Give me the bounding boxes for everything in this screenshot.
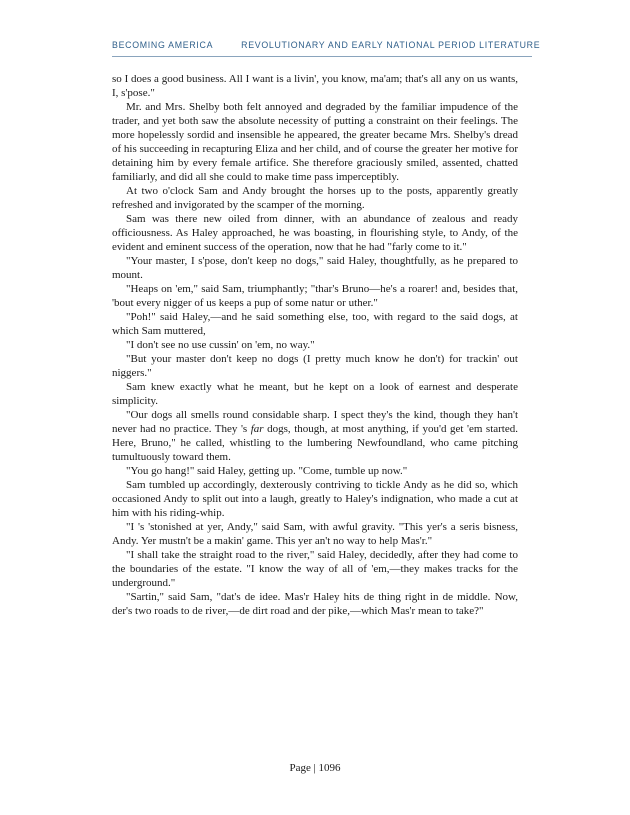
paragraph: Mr. and Mrs. Shelby both felt annoyed and degraded by the familiar impudence of the trader, and yet both saw the absolute necessity of putting a constraint on their feelings. The more hopelessly sordid and insensible he appeared, the greater became Mrs. Shelby's dread of his succeeding in recapturing Eliza and her child, and of course the greater her motive for detaining him by every female artifice. She therefore graciously smiled, assented, chatted familiarly, and did all she could to make time pass imperceptibly. bbox=[112, 101, 518, 183]
paragraph: "Your master, I s'pose, don't keep no dogs," said Haley, thoughtfully, as he prepared to mount. bbox=[112, 255, 518, 281]
paragraph: "I shall take the straight road to the river," said Haley, decidedly, after they had come to the boundaries of the estate. "I know the way of all of 'em,—they makes tracks for the underground." bbox=[112, 549, 518, 589]
paragraph: At two o'clock Sam and Andy brought the horses up to the posts, apparently greatly refreshed and invigorated by the scamper of the morning. bbox=[112, 185, 518, 211]
paragraph bbox=[112, 408, 518, 464]
paragraph-text: dogs, though, at most anything, if you'd get 'em started. Here, Bruno," he called, whistling to the lumbering Newfoundland, who came pitching tumultuously toward them. bbox=[112, 423, 518, 463]
paragraph: Sam was there new oiled from dinner, with an abundance of zealous and ready officiousness. As Haley approached, he was boasting, in flourishing style, to Andy, of the evident and eminent success of the operation, now that he had "farly come to it." bbox=[112, 213, 518, 253]
paragraph-text: "Our dogs all smells round considable sharp. I spect they's the kind, though they han't never had no practice. They 's bbox=[112, 409, 518, 435]
page-body bbox=[112, 72, 518, 618]
paragraph: "I 's 'stonished at yer, Andy," said Sam, with awful gravity. "This yer's a seris bisness, Andy. Yer mustn't be a makin' game. This yer an't no way to help Mas'r." bbox=[112, 521, 518, 547]
paragraph: "You go hang!" said Haley, getting up. "Come, tumble up now." bbox=[126, 465, 408, 477]
page-number: Page | 1096 bbox=[289, 762, 341, 774]
header-section-title: REVOLUTIONARY AND EARLY NATIONAL PERIOD LITERATURE bbox=[241, 40, 541, 50]
paragraph: "I don't see no use cussin' on 'em, no way." bbox=[126, 339, 315, 351]
paragraph: "Heaps on 'em," said Sam, triumphantly; "thar's Bruno—he's a roarer! and, besides that, 'bout every nigger of us keeps a pup of some natur or uther." bbox=[112, 283, 518, 309]
paragraph: "Poh!" said Haley,—and he said something else, too, with regard to the said dogs, at which Sam muttered, bbox=[112, 311, 518, 337]
header-book-title: BECOMING AMERICA bbox=[112, 40, 214, 50]
paragraph: "But your master don't keep no dogs (I pretty much know he don't) for trackin' out niggers." bbox=[112, 353, 518, 379]
header-divider bbox=[112, 56, 532, 57]
emphasis-text: far bbox=[250, 423, 264, 435]
running-header bbox=[112, 40, 540, 50]
paragraph: "Sartin," said Sam, "dat's de idee. Mas'r Haley hits de thing right in de middle. Now, der's two roads to de river,—de dirt road and der pike,—which Mas'r mean to take?" bbox=[112, 591, 518, 617]
paragraph: Sam knew exactly what he meant, but he kept on a look of earnest and desperate simplicity. bbox=[112, 381, 518, 407]
paragraph: so I does a good business. All I want is a livin', you know, ma'am; that's all any on us wants, I, s'pose." bbox=[112, 73, 518, 99]
paragraph: Sam tumbled up accordingly, dexterously contriving to tickle Andy as he did so, which occasioned Andy to split out into a laugh, greatly to Haley's indignation, who made a cut at him with his riding-whip. bbox=[112, 479, 518, 519]
